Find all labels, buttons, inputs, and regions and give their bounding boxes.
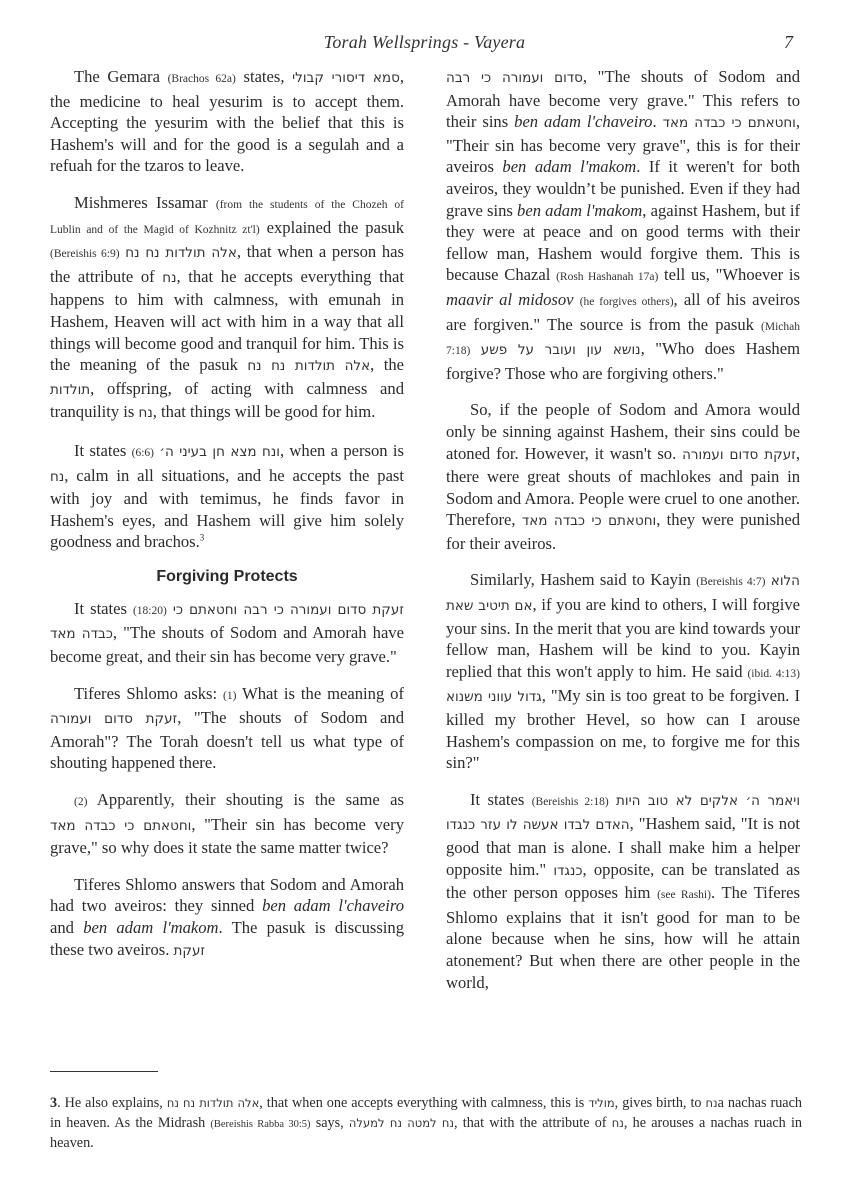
text-run: . He also explains, bbox=[57, 1095, 167, 1111]
text-run: It states bbox=[74, 440, 132, 460]
text-run: , all of his aveiros are forgiven." The source is from the pasuk bbox=[446, 289, 800, 334]
hebrew-quote: נח למטה נח למעלה bbox=[348, 1115, 455, 1130]
paragraph-mishmeres-issamar bbox=[50, 192, 404, 425]
source-reference: (6:6) bbox=[131, 446, 155, 459]
text-run: What is the meaning of bbox=[236, 683, 405, 703]
hebrew-quote: כנגדו bbox=[553, 862, 583, 879]
hebrew-quote: זעקת סדום ועמורה כי רבה וחטאתם כי כבדה מאד bbox=[50, 601, 404, 643]
source-reference: (Brachos 62a) bbox=[167, 73, 236, 85]
source-reference: (see Rashi) bbox=[657, 889, 711, 902]
hebrew-quote: אלה תולדות נח נח bbox=[166, 1096, 260, 1110]
paragraph-tiferes-shlomo-question-2 bbox=[50, 789, 404, 859]
hebrew-quote: סדום ועמורה כי רבה bbox=[446, 70, 583, 86]
hebrew-quote: אלה תולדות נח נח bbox=[125, 245, 237, 262]
right-column bbox=[446, 66, 800, 1008]
text-run: , that he accepts everything that happens to him with calmness, with emunah in Hashem, Heaven will act with him in a way that all things will become good and tranquil for him. This is the meaning of the pasuk bbox=[50, 266, 404, 375]
text-run: . bbox=[652, 112, 663, 132]
text-run: The Gemara bbox=[74, 67, 168, 86]
hebrew-quote: מוליד bbox=[588, 1096, 615, 1110]
paragraph-gemara-yesurim bbox=[50, 66, 404, 177]
text-run: , "The shouts of Sodom and Amorah have become very grave." This refers to their sins bbox=[446, 67, 800, 132]
source-reference: (18:20) bbox=[132, 604, 167, 617]
text-run: , that when a person has the attribute of bbox=[50, 242, 404, 286]
hebrew-quote: גדול עווני משנוא bbox=[446, 689, 542, 706]
paragraph-not-good-alone bbox=[446, 789, 800, 993]
paragraph-kayin bbox=[446, 569, 800, 773]
text-run: explained the pasuk bbox=[259, 217, 404, 237]
text-run: . The pasuk is discussing these two aveiros. bbox=[50, 918, 405, 959]
hebrew-quote: וחטאתם כי כבדה מאד bbox=[50, 817, 192, 834]
text-run: Tiferes Shlomo answers that Sodom and Amorah had two aveiros: they sinned bbox=[50, 874, 404, 916]
text-run: . If it weren't for both aveiros, they wouldn’t be punished. Even if they had grave sins bbox=[446, 157, 800, 220]
page-number: 7 bbox=[784, 32, 793, 52]
italic-term: maavir al midosov bbox=[446, 289, 574, 309]
text-run: tell us, "Whoever is bbox=[658, 265, 800, 285]
text-run: says, bbox=[310, 1114, 349, 1131]
text-run: , "Who does Hashem forgive? Those who are forgiving others." bbox=[446, 339, 800, 383]
text-run: , calm in all situations, and he accepts the past with joy and with temimus, he finds favor in Hashem's eyes, and Hashem will give him solely goodness and brachos. bbox=[50, 465, 404, 552]
footnote-marker[interactable]: 3 bbox=[199, 532, 205, 543]
text-run: , if you are kind to others, I will forgive your sins. In the merit that you are kind towards your fellow man, Hashem will be kind to you. Kayin replied that this won't apply to him. He said bbox=[446, 595, 800, 681]
text-run: , "Hashem said, "It is not good that man is alone. I shall make him a helper opposite him." bbox=[446, 814, 800, 879]
section-heading: Forgiving Protects bbox=[156, 567, 298, 585]
hebrew-quote: ויאמר ה׳ אלקים לא טוב היות האדם לבדו אעשה לו עזר כנגדו bbox=[446, 792, 800, 834]
hebrew-quote: סמא דיסורי קבולי bbox=[292, 70, 400, 86]
footnote-number: 3 bbox=[50, 1095, 58, 1111]
text-run: Tiferes Shlomo asks: bbox=[74, 683, 224, 703]
book-title: Torah Wellsprings - Vayera bbox=[323, 32, 526, 52]
text-run: , that when one accepts everything with calmness, this is bbox=[259, 1095, 589, 1111]
hebrew-quote: נח bbox=[611, 1115, 624, 1130]
paragraph-noach-found-favor bbox=[50, 440, 404, 553]
text-run: , the medicine to heal yesurim is to accept them. Accepting the yesurim with the belief that this is Hashem's will and for the good is a segulah and a refuah for the tzaros to leave. bbox=[50, 67, 405, 176]
hebrew-quote: נח bbox=[50, 468, 65, 485]
source-reference: (ibid. 4:13) bbox=[747, 667, 800, 680]
hebrew-quote: נח bbox=[162, 269, 177, 286]
text-run: , they were punished for their aveiros. bbox=[446, 510, 801, 553]
hebrew-quote: זעקת bbox=[173, 942, 206, 959]
text-run: . The Tiferes Shlomo explains that it isn't good for man to be alone because when he sins, how will he attain atonement? But when there are other people in the world, bbox=[446, 883, 800, 992]
italic-term: ben adam l'chaveiro bbox=[514, 112, 653, 132]
text-run: , the bbox=[370, 355, 404, 375]
text-run: , there were great shouts of machlokes and pain in Sodom and Amora. People were cruel to one another. Therefore, bbox=[446, 443, 800, 530]
hebrew-quote: וחטאתם כי כבדה מאד bbox=[521, 513, 657, 530]
hebrew-quote: אלה תולדות נח נח bbox=[247, 358, 371, 375]
text-run: Apparently, their shouting is the same as bbox=[87, 790, 404, 810]
source-reference: (2) bbox=[74, 796, 88, 809]
hebrew-quote: זעקת סדום ועמורה bbox=[682, 446, 796, 463]
source-reference: (he forgives others) bbox=[579, 295, 674, 308]
source-reference: (Bereishis Rabba 30:5) bbox=[210, 1118, 311, 1130]
footnote-3 bbox=[50, 1094, 802, 1154]
source-reference: (Bereishis 2:18) bbox=[531, 795, 609, 808]
source-reference: (1) bbox=[223, 689, 237, 702]
text-run: Similarly, Hashem said to Kayin bbox=[470, 570, 697, 590]
source-reference: (Bereishis 4:7) bbox=[696, 576, 766, 589]
text-run: a nachas ruach in heaven. As the Midrash bbox=[50, 1095, 802, 1131]
running-header bbox=[0, 32, 849, 58]
text-run: , "My sin is too great to be forgiven. I killed my brother Hevel, so how can I arouse Hashem's compassion on me, to forgive me for this sin?" bbox=[446, 686, 800, 773]
text-run: states, bbox=[235, 67, 293, 86]
italic-term: ben adam l'makom bbox=[83, 918, 219, 937]
paragraph-shouts-of-sodom bbox=[50, 598, 404, 668]
text-run: , "The shouts of Sodom and Amorah have become great, and their sin has become very grave." bbox=[50, 623, 404, 667]
text-run: Mishmeres Issamar bbox=[74, 192, 216, 212]
paragraph-tiferes-shlomo-answer bbox=[50, 874, 404, 962]
text-run: , opposite, can be translated as the other person opposes him bbox=[446, 859, 801, 903]
source-reference: (Michah 7:18) bbox=[446, 320, 800, 358]
text-run: , he arouses a nachas ruach in heaven. bbox=[50, 1114, 802, 1151]
source-reference: (Bereishis 6:9) bbox=[50, 248, 120, 261]
text-run: So, if the people of Sodom and Amora would only be sinning against Hashem, their sins could be atoned for. However, it wasn't so. bbox=[446, 400, 800, 463]
paragraph-sodom-cruelty bbox=[446, 399, 800, 554]
italic-term: ben adam l'chaveiro bbox=[262, 896, 405, 916]
italic-term: ben adam l'makom bbox=[502, 157, 637, 177]
paragraph-tiferes-shlomo-question-1 bbox=[50, 683, 404, 774]
text-run: It states bbox=[470, 789, 532, 809]
paragraph-two-aveiros-continued bbox=[446, 66, 800, 384]
left-column bbox=[50, 66, 404, 977]
hebrew-quote: נושא עון ועובר על פשע bbox=[480, 342, 641, 359]
text-run: and bbox=[50, 918, 84, 937]
hebrew-quote: זעקת סדום ועמורה bbox=[50, 711, 178, 728]
italic-term: ben adam l'makom bbox=[517, 200, 643, 220]
text-run: , "Their sin has become very grave," so why does it state the same matter twice? bbox=[50, 814, 404, 858]
source-reference: (Rosh Hashanah 17a) bbox=[556, 271, 659, 284]
text-run: , when a person is bbox=[279, 440, 404, 460]
text-run bbox=[470, 339, 480, 358]
hebrew-quote: נח bbox=[705, 1096, 718, 1110]
text-run: , against Hashem, but if they were at peace and on good terms with their fellow man, Hashem would forgive them. This is because Chazal bbox=[446, 200, 800, 285]
text-run: , offspring, of acting with calmness and tranquility is bbox=[50, 378, 404, 422]
text-run: , "Their sin has become very grave", this is for their aveiros bbox=[446, 112, 800, 177]
source-reference: (from the students of the Chozeh of Lublin and of the Magid of Kozhnitz zt'l) bbox=[50, 198, 404, 236]
text-run: , gives birth, to bbox=[614, 1095, 706, 1111]
text-run: , that with the attribute of bbox=[454, 1114, 612, 1131]
text-run: , that things will be good for him. bbox=[152, 402, 376, 422]
footnote-divider bbox=[50, 1071, 158, 1072]
text-run: , "The shouts of Sodom and Amorah"? The Torah doesn't tell us what type of shouting happened there. bbox=[50, 708, 405, 773]
hebrew-quote: וחטאתם כי כבדה מאד bbox=[662, 115, 796, 132]
text-run bbox=[609, 790, 616, 809]
hebrew-quote: נח bbox=[138, 405, 153, 422]
hebrew-quote: ונח מצא חן בעיני ה׳ bbox=[159, 443, 280, 460]
hebrew-quote: תולדות bbox=[50, 381, 91, 398]
hebrew-quote: הלוא אם תיטיב שאת bbox=[446, 573, 800, 615]
text-run: It states bbox=[74, 598, 133, 618]
